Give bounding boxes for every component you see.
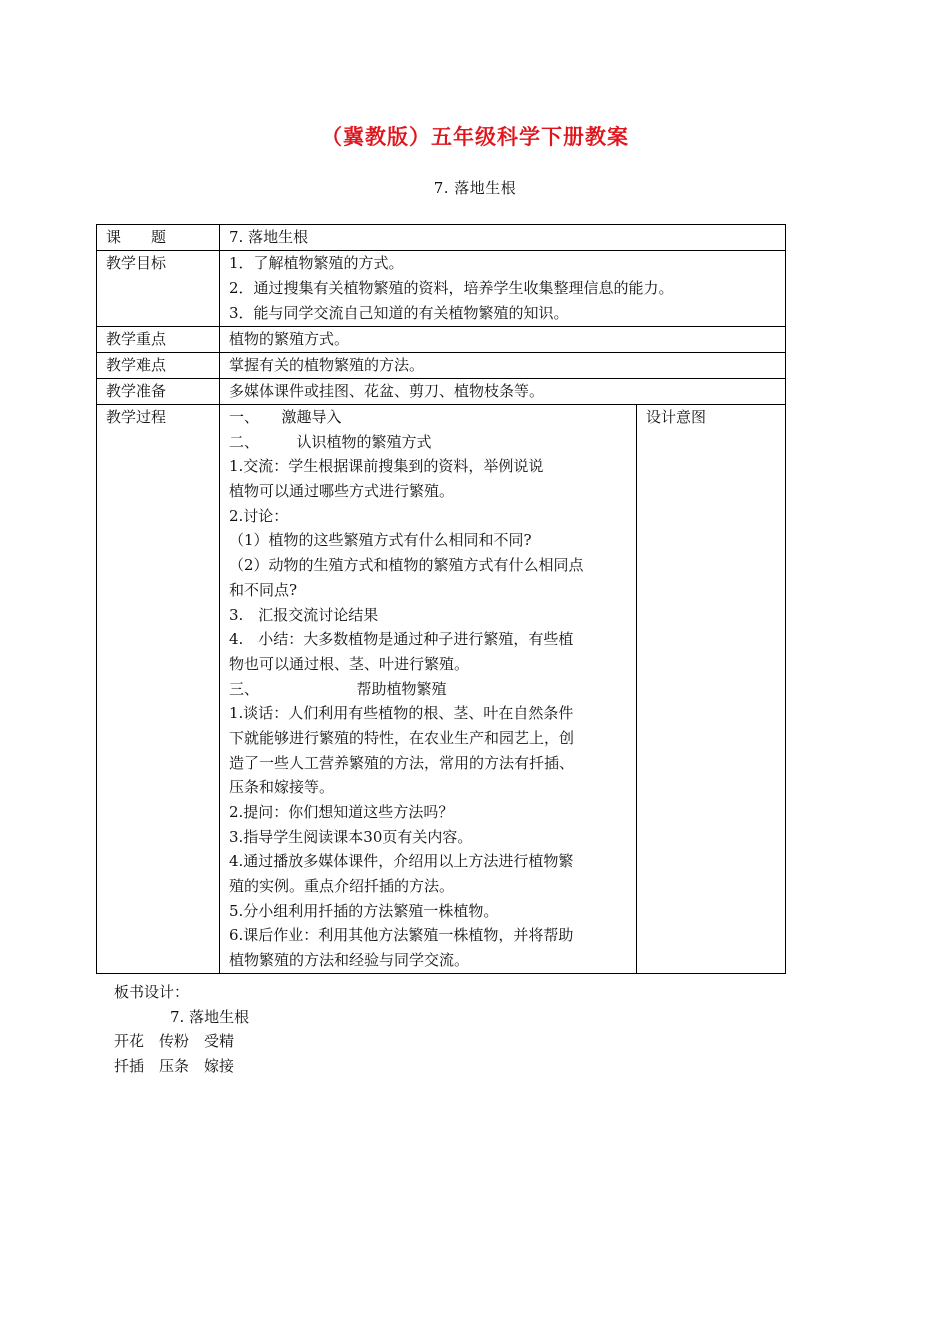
preparation-value: 多媒体课件或挂图、花盆、剪刀、植物枝条等。 [220,379,786,405]
process-line: 1.交流：学生根据课前搜集到的资料，举例说说 [229,457,544,476]
table-row [97,379,786,405]
table-row [97,405,786,974]
process-line: 造了一些人工营养繁殖的方法，常用的方法有扦插、 [229,753,575,772]
goal-item: 1．了解植物繁殖的方式。 [229,254,404,272]
board-label: 板书设计： [114,983,190,1001]
table-row [97,225,786,251]
process-line: 压条和嫁接等。 [229,778,335,797]
process-line: 1.谈话：人们利用有些植物的根、茎、叶在自然条件 [229,704,574,723]
goals-label: 教学目标 [97,251,220,327]
process-line: 殖的实例。重点介绍扦插的方法。 [229,877,455,896]
process-label: 教学过程 [97,405,220,974]
board-heading: 7. 落地生根 [170,1007,250,1026]
difficulties-label: 教学难点 [97,353,220,379]
key-points-label: 教学重点 [97,327,220,353]
process-line: 和不同点? [229,580,298,599]
difficulties-value: 掌握有关的植物繁殖的方法。 [220,353,786,379]
goals-list [220,251,786,327]
key-points-value: 植物的繁殖方式。 [220,327,786,353]
process-line: （2）动物的生殖方式和植物的繁殖方式有什么相同点 [229,556,584,575]
table-row [97,251,786,327]
lesson-subtitle: 7. 落地生根 [433,179,517,197]
process-line: 2.提问：你们想知道这些方法吗？ [229,803,454,821]
preparation-label: 教学准备 [97,379,220,405]
goal-item: 3．能与同学交流自己知道的有关植物繁殖的知识。 [229,304,569,322]
design-intent-label: 设计意图 [637,405,786,974]
process-line: 4.通过播放多媒体课件，介绍用以上方法进行植物繁 [229,852,574,871]
goal-item: 2．通过搜集有关植物繁殖的资料，培养学生收集整理信息的能力。 [229,279,674,297]
board-line: 扦插 压条 嫁接 [114,1056,235,1075]
process-line: 植物可以通过哪些方式进行繁殖。 [229,482,455,501]
process-line: 4. 小结：大多数植物是通过种子进行繁殖，有些植 [229,630,574,649]
process-line: 下就能够进行繁殖的特性，在农业生产和园艺上，创 [229,728,575,747]
process-line: 3. 汇报交流讨论结果 [229,605,379,624]
table-row [97,327,786,353]
process-line: 植物繁殖的方法和经验与同学交流。 [229,951,470,970]
document-title: （冀教版）五年级科学下册教案 [321,124,629,149]
process-line: 2.讨论： [229,506,289,525]
topic-value: 7. 落地生根 [220,225,786,251]
board-line: 开花 传粉 受精 [114,1032,235,1050]
process-line: 5.分小组利用扦插的方法繁殖一株植物。 [229,901,499,920]
process-line: 3.指导学生阅读课本30页有关内容。 [229,827,473,846]
process-line: 三、 帮助植物繁殖 [229,679,447,698]
topic-label: 课 题 [97,225,220,251]
process-content [220,405,637,974]
process-line: 6.课后作业：利用其他方法繁殖一株植物，并将帮助 [229,926,574,945]
process-line: 一、 激趣导入 [229,408,342,426]
process-line: 物也可以通过根、茎、叶进行繁殖。 [229,654,470,673]
board-design [114,980,249,1078]
process-line: 二、 认识植物的繁殖方式 [229,432,432,451]
table-row [97,353,786,379]
process-line: （1）植物的这些繁殖方式有什么相同和不同? [229,531,532,550]
lesson-plan-table [96,224,786,974]
